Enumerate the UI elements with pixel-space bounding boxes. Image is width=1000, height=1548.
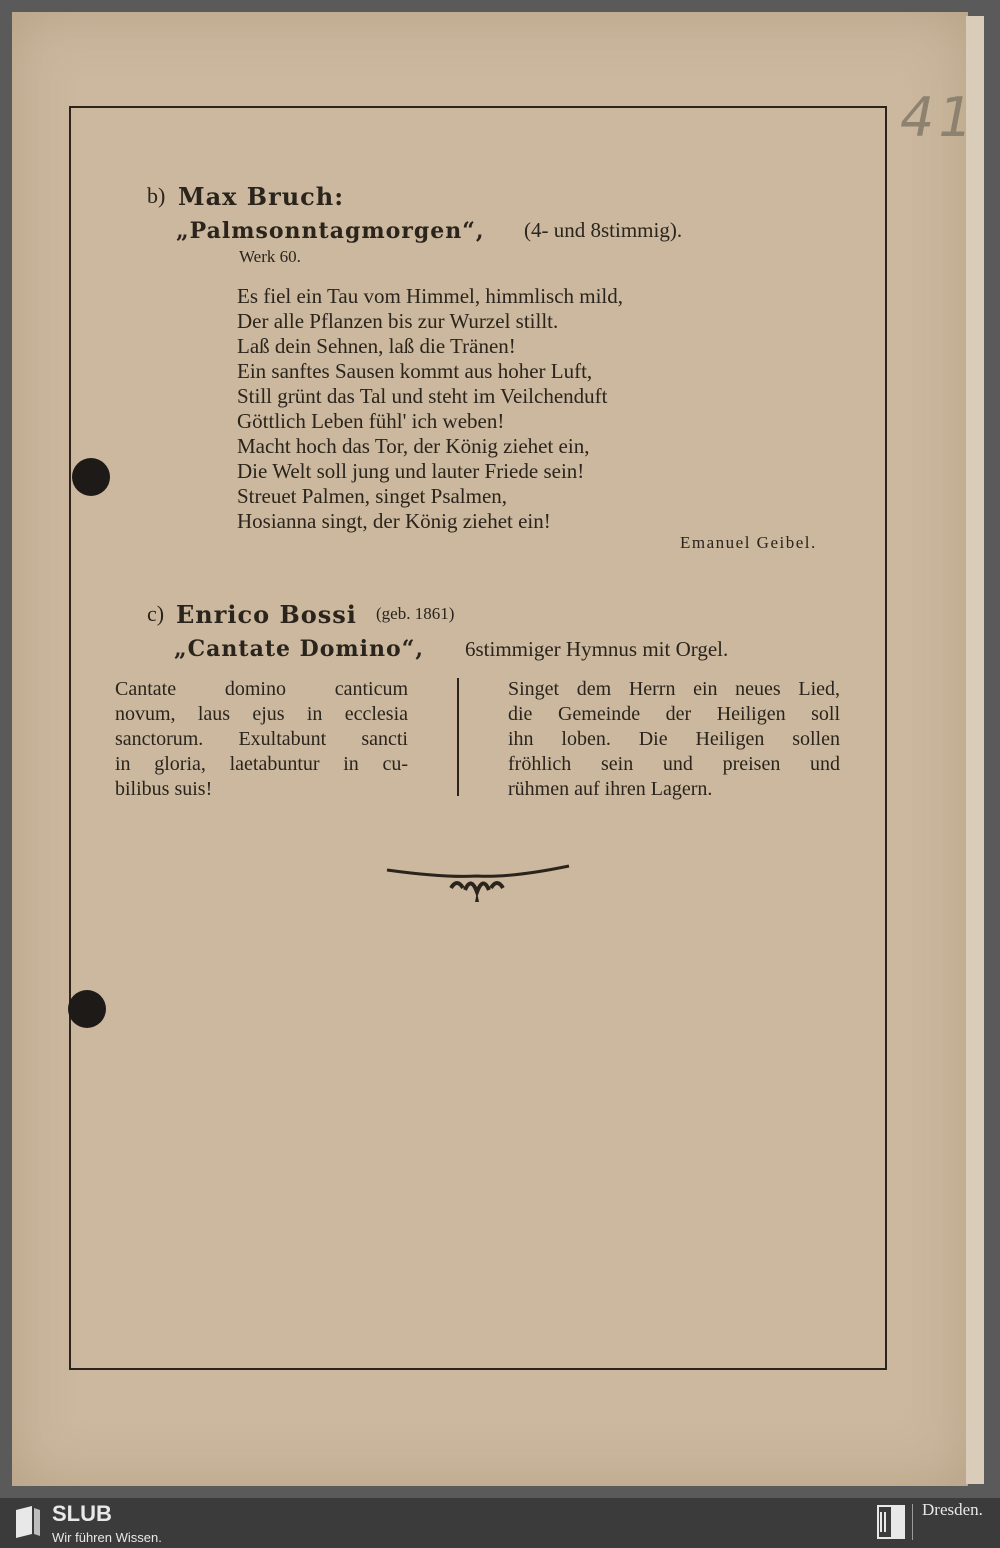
poem-line: Göttlich Leben fühl' ich weben!: [237, 409, 505, 433]
poem-line: Still grünt das Tal und steht im Veilchenduft: [237, 384, 608, 408]
ornament-divider: [385, 858, 571, 908]
poem-line: Der alle Pflanzen bis zur Wurzel stillt.: [237, 309, 559, 333]
footer-city: Dresden.: [922, 1500, 983, 1519]
latin-line: novum, laus ejus in ecclesia: [115, 703, 408, 725]
poem-line: Hosianna singt, der König ziehet ein!: [237, 509, 551, 533]
poem-line: Es fiel ein Tau vom Himmel, himmlisch mild,: [237, 284, 624, 308]
section-b-opus: Werk 60.: [239, 247, 301, 266]
poem-line: Streuet Palmen, singet Psalmen,: [237, 484, 508, 508]
section-b-title: „Palmsonntagmorgen“,: [176, 218, 485, 244]
german-line: rühmen auf ihren Lagern.: [508, 778, 713, 800]
latin-line: Cantate domino canticum: [115, 678, 408, 700]
footer-bar: [0, 1498, 1000, 1548]
section-b-composer: Max Bruch:: [178, 182, 345, 211]
poem-line: Laß dein Sehnen, laß die Tränen!: [237, 334, 516, 358]
poem-line: Die Welt soll jung und lauter Friede sein!: [237, 459, 585, 483]
section-c-composer: Enrico Bossi: [176, 600, 357, 629]
poem-line: Ein sanftes Sausen kommt aus hoher Luft,: [237, 359, 593, 383]
slub-logo-icon: [12, 1506, 42, 1540]
german-line: fröhlich sein und preisen und: [508, 753, 840, 775]
german-text: [508, 677, 840, 802]
section-c-subtitle: 6stimmiger Hymnus mit Orgel.: [465, 637, 729, 661]
footer-tagline: Wir führen Wissen.: [52, 1530, 162, 1545]
footer-brand: SLUB: [52, 1501, 112, 1526]
section-c-label: c): [147, 601, 165, 626]
poem: [237, 284, 712, 534]
punch-hole: [72, 458, 110, 496]
column-divider: [457, 678, 459, 796]
section-b-label: b): [147, 183, 166, 208]
punch-hole: [68, 990, 106, 1028]
latin-text: [115, 677, 408, 802]
section-c-born: (geb. 1861): [376, 604, 455, 623]
pencil-page-number: 41: [900, 86, 977, 149]
poem-author: Emanuel Geibel.: [680, 533, 817, 552]
section-c-title: „Cantate Domino“,: [174, 636, 425, 662]
german-line: ihn loben. Die Heiligen sollen: [508, 728, 840, 750]
poem-line: Macht hoch das Tor, der König ziehet ein,: [237, 434, 590, 458]
latin-line: in gloria, laetabuntur in cu-: [115, 753, 408, 775]
german-line: Singet dem Herrn ein neues Lied,: [508, 678, 840, 700]
latin-line: sanctorum. Exultabunt sancti: [115, 728, 408, 750]
page-edge: [966, 16, 984, 1484]
latin-line: bilibus suis!: [115, 778, 213, 800]
german-line: die Gemeinde der Heiligen soll: [508, 703, 840, 725]
dresden-crest-icon: [876, 1504, 906, 1540]
section-b-voices: (4- und 8stimmig).: [524, 218, 683, 242]
footer-separator: [912, 1504, 913, 1540]
